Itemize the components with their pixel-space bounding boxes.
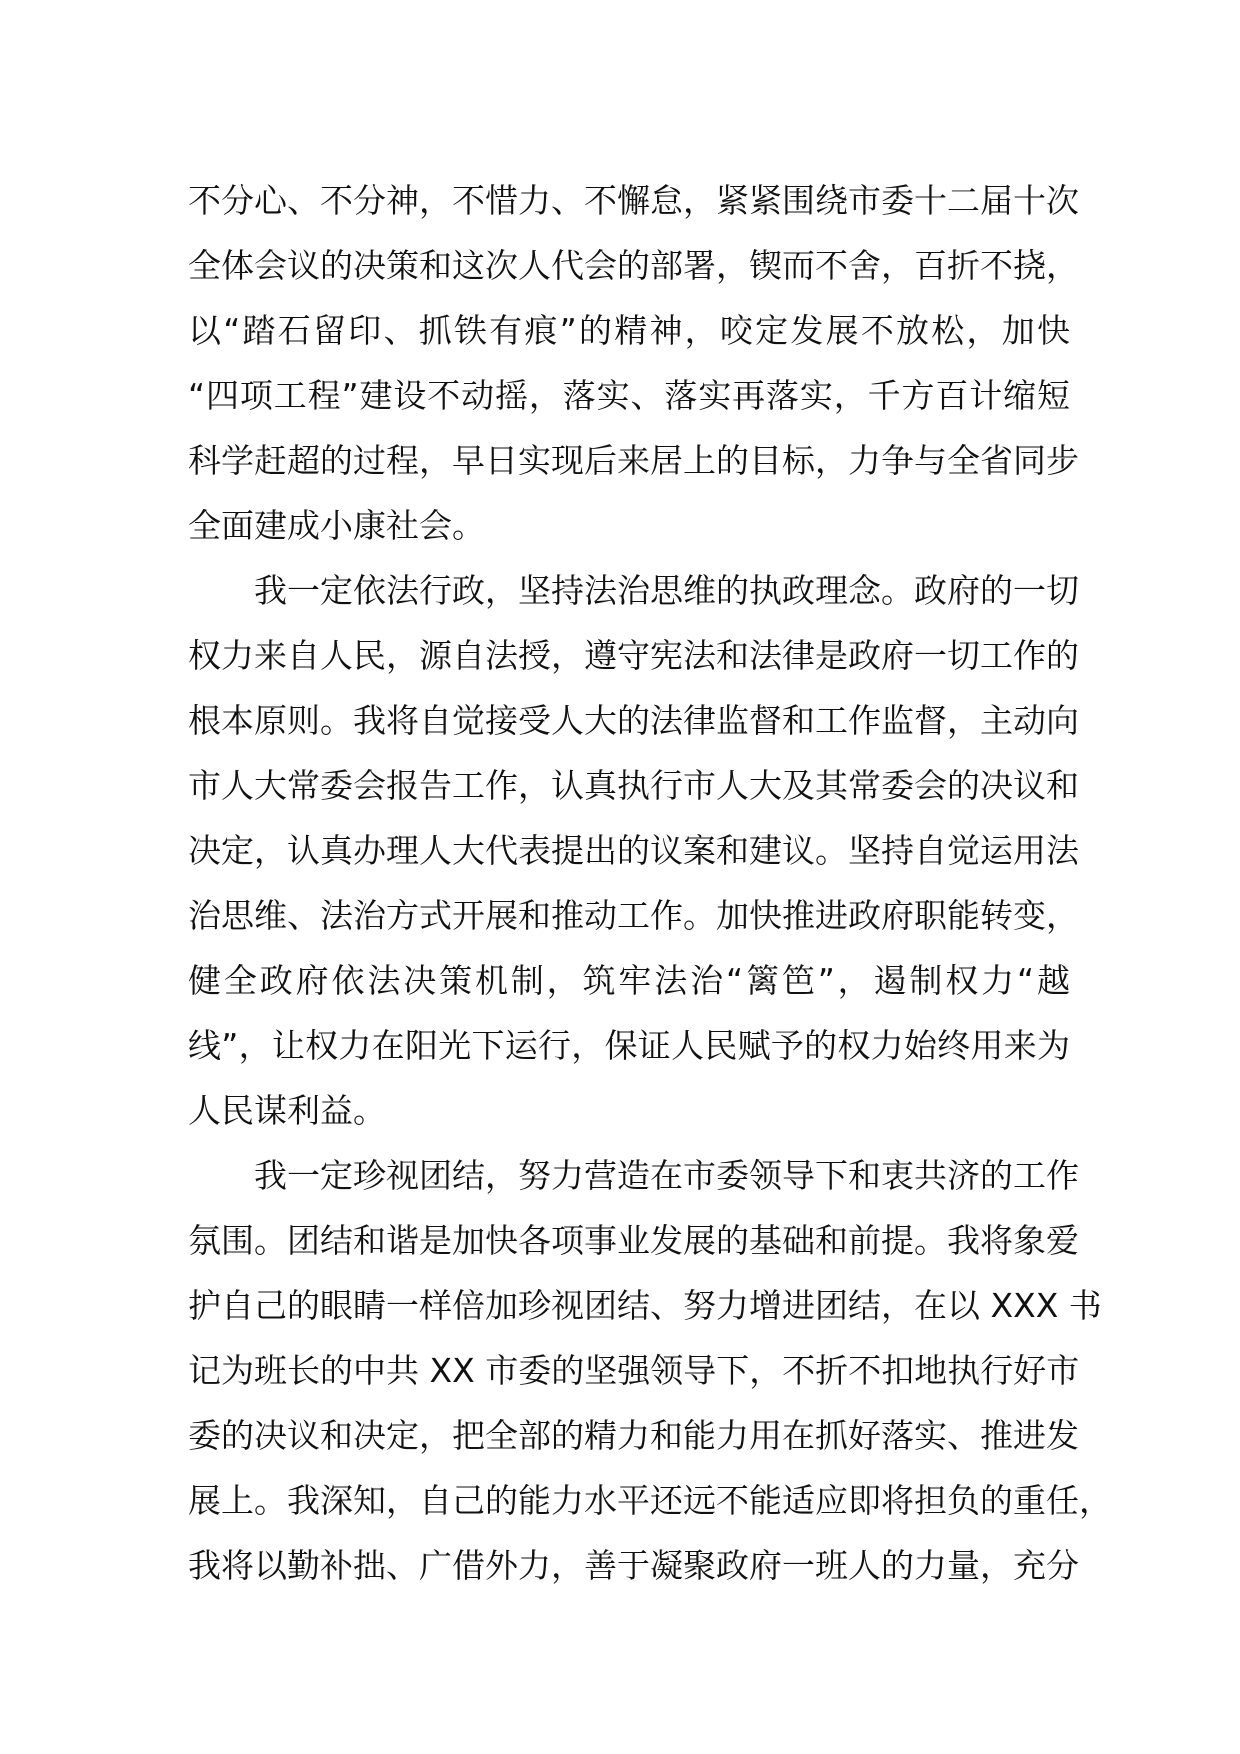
text-line: 展上。我深知，自己的能力水平还远不能适应即将担负的重任， bbox=[188, 1481, 1112, 1520]
paragraph-1 bbox=[188, 168, 1079, 558]
text-line: “四项工程”建设不动摇，落实、落实再落实，千方百计缩短 bbox=[188, 376, 1070, 415]
text-line: 权力来自人民，源自法授，遵守宪法和法律是政府一切工作的 bbox=[188, 636, 1079, 675]
paragraph-2 bbox=[188, 558, 1079, 1143]
text-line: 委的决议和决定，把全部的精力和能力用在抓好落实、推进发 bbox=[188, 1416, 1079, 1455]
text-line: 健全政府依法决策机制，筑牢法治“篱笆”，遏制权力“越 bbox=[188, 961, 1070, 1000]
text-line: 治思维、法治方式开展和推动工作。加快推进政府职能转变， bbox=[188, 896, 1079, 935]
text-line: 根本原则。我将自觉接受人大的法律监督和工作监督，主动向 bbox=[188, 701, 1079, 740]
text-line: 护自己的眼睛一样倍加珍视团结、努力增进团结，在以 XXX 书 bbox=[188, 1286, 1102, 1325]
text-line: 市人大常委会报告工作，认真执行市人大及其常委会的决议和 bbox=[188, 766, 1079, 805]
text-line: 以“踏石留印、抓铁有痕”的精神，咬定发展不放松，加快 bbox=[188, 311, 1070, 350]
text-line: 科学赶超的过程，早日实现后来居上的目标，力争与全省同步 bbox=[188, 441, 1079, 480]
text-line: 我一定珍视团结，努力营造在市委领导下和衷共济的工作 bbox=[254, 1156, 1079, 1195]
text-line: 记为班长的中共 XX 市委的坚强领导下，不折不扣地执行好市 bbox=[188, 1351, 1080, 1390]
paragraph-3 bbox=[188, 1143, 1112, 1598]
text-line: 我一定依法行政，坚持法治思维的执政理念。政府的一切 bbox=[254, 571, 1079, 610]
text-line: 决定，认真办理人大代表提出的议案和建议。坚持自觉运用法 bbox=[188, 831, 1079, 870]
text-line: 全体会议的决策和这次人代会的部署，锲而不舍，百折不挠， bbox=[188, 246, 1079, 285]
text-line: 人民谋利益。 bbox=[188, 1091, 386, 1130]
text-line: 线”，让权力在阳光下运行，保证人民赋予的权力始终用来为 bbox=[188, 1026, 1070, 1065]
document-body bbox=[188, 168, 1112, 1598]
text-line: 氛围。团结和谐是加快各项事业发展的基础和前提。我将象爱 bbox=[188, 1221, 1079, 1260]
text-line: 全面建成小康社会。 bbox=[188, 506, 485, 545]
text-line: 我将以勤补拙、广借外力，善于凝聚政府一班人的力量，充分 bbox=[188, 1546, 1079, 1585]
text-line: 不分心、不分神，不惜力、不懈怠，紧紧围绕市委十二届十次 bbox=[188, 181, 1079, 220]
